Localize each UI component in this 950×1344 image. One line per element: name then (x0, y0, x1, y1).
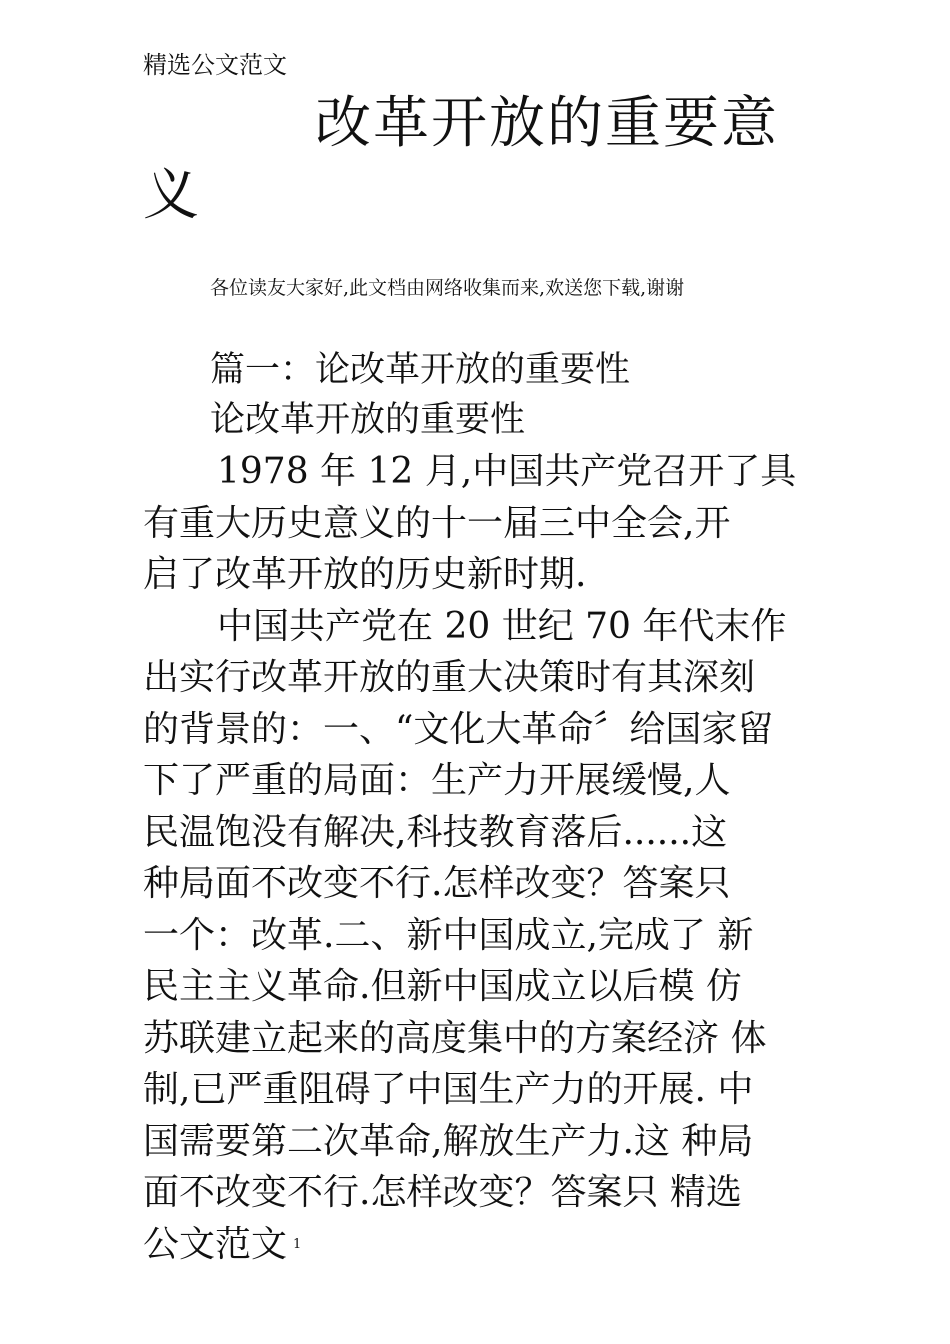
body-line: 民温饱没有解决,科技教育落后......这 (143, 811, 728, 853)
body-line: 公文范文 1 (143, 1219, 823, 1271)
section-heading: 篇一：论改革开放的重要性 (210, 350, 631, 390)
body-line: 有重大历史意义的十一届三中全会,开 (143, 502, 731, 544)
body-line: 启了改革开放的历史新时期. (143, 554, 587, 595)
body-line: 下了严重的局面：生产力开展缓慢,人 (143, 760, 731, 801)
download-notice: 各位读友大家好,此文档由网络收集而来,欢送您下载,谢谢 (210, 277, 685, 299)
body-line: 出实行改革开放的重大决策时有其深刻 (143, 657, 756, 698)
body-line: 一个：改革.二、新中国成立,完成了 新 (143, 914, 754, 956)
body-line: 中国共产党在 20 世纪 70 年代末作 (217, 605, 787, 647)
body-line: 民主主义革命.但新中国成立以后模 仿 (143, 966, 742, 1007)
body-text (143, 446, 823, 1270)
body-line: 种局面不改变不行.怎样改变？答案只 (143, 863, 731, 904)
page-number: 1 (293, 1236, 302, 1252)
document-title: 改革开放的重要意义 (143, 91, 779, 228)
body-line: 的背景的：一、“文化大革命〞给国家留 (143, 708, 774, 750)
body-line: 制,已严重阻碍了中国生产力的开展. 中 (143, 1069, 754, 1110)
body-line: 国需要第二次革命,解放生产力.这 种局 (143, 1120, 754, 1162)
body-line: 1978 年 12 月,中国共产党召开了具 (217, 451, 797, 492)
header-tag: 精选公文范文 (143, 51, 287, 79)
article-title: 论改革开放的重要性 (210, 400, 526, 440)
body-line: 面不改变不行.怎样改变？答案只 精选 (143, 1172, 742, 1213)
body-line: 苏联建立起来的高度集中的方案经济 体 (143, 1017, 767, 1059)
